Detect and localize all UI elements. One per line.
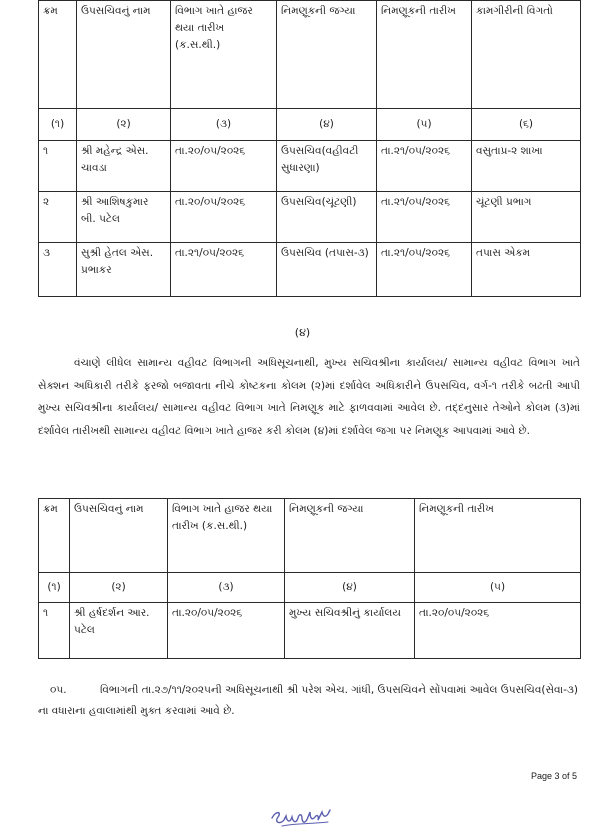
posting: ઉપસચિવ (તપાસ-૩): [277, 243, 377, 297]
header-cell: નિમણૂકની જગ્યા: [285, 499, 415, 573]
appointment-date: તા.૨૧/૦૫/૨૦૨૬: [377, 192, 472, 243]
column-number: (૨): [70, 573, 168, 603]
work-details: તપાસ એકમ: [472, 243, 581, 297]
column-number: (૬): [472, 109, 581, 141]
appointments-table-1: [38, 0, 581, 297]
item-5-paragraph: [38, 680, 580, 722]
appointment-date: તા.૨૧/૦૫/૨૦૨૬: [377, 243, 472, 297]
item-text: વિભાગની તા.૨૭/૧૧/૨૦૨૫ની અધિસૂચનાથી શ્રી પરેશ એચ. ગાંધી, ઉપસચિવને સોંપવામાં આવેલ ઉપસચિવ(સેવા-૩) ના વધારાના હવાલામાંથી મુક્ત કરવામાં આવે છે.: [38, 684, 578, 717]
header-cell: નિમણૂકની તારીખ: [377, 1, 472, 109]
page-number: Page 3 of 5: [530, 771, 577, 781]
table-row: [39, 243, 581, 297]
row-serial: ૩: [39, 243, 77, 297]
header-cell: નિમણૂકની જગ્યા: [277, 1, 377, 109]
body-paragraph: વંચાણે લીધેલ સામાન્ય વહીવટ વિભાગની અધિસૂચનાથી, મુખ્ય સચિવશ્રીના કાર્યાલય/ સામાન્ય વહીવટ વિભાગ ખાતે સેક્શન અધિકારી તરીકે ફરજો બજાવતા નીચે કોષ્ટકના કોલમ (૨)માં દર્શાવેલ અધિકારીને ઉપસચિવ, વર્ગ-૧ તરીકે બઢતી આપી મુખ્ય સચિવશ્રીના કાર્યાલય/ સામાન્ય વહીવટ વિભાગ ખાતે નિમણૂક માટે ફાળવવામાં આવેલ છે. તદ્દનુસાર તેઓને કોલમ (૩)માં દર્શાવેલ તારીખથી સામાન્ય વહીવટ વિભાગ ખાતે હાજર કરી કોલમ (૪)માં દર્શાવેલ જગા પર નિમણૂક આપવામાં આવે છે.: [38, 357, 580, 437]
row-serial: ૨: [39, 192, 77, 243]
column-number: (૧): [39, 573, 70, 603]
row-serial: ૧: [39, 141, 77, 192]
item-number: ૦૫.: [50, 684, 67, 696]
joining-date: તા.૨૧/૦૫/૨૦૨૬: [171, 243, 277, 297]
header-cell: કામગીરીની વિગતો: [472, 1, 581, 109]
row-serial: ૧: [39, 603, 70, 659]
section-number: (૪): [294, 326, 311, 339]
column-number-row: [39, 109, 581, 141]
column-number: (૨): [77, 109, 171, 141]
table-header-row: [39, 1, 581, 109]
appointments-table-2: [38, 498, 581, 659]
work-details: ચૂંટણી પ્રભાગ: [472, 192, 581, 243]
column-number: (૩): [168, 573, 285, 603]
officer-name: શ્રી મહેન્દ્ર એસ. ચાવડા: [77, 141, 171, 192]
joining-date: તા.૨૦/૦૫/૨૦૨૬: [171, 192, 277, 243]
column-number: (૫): [415, 573, 581, 603]
officer-name: શ્રી હર્ષદર્શન આર. પટેલ: [70, 603, 168, 659]
header-cell: ક્રમ: [39, 499, 70, 573]
table-row: [39, 603, 581, 659]
posting: મુખ્ય સચિવશ્રીનું કાર્યાલય: [285, 603, 415, 659]
officer-name: સુશ્રી હેતલ એસ. પ્રભાકર: [77, 243, 171, 297]
joining-date: તા.૨૦/૦૫/૨૦૨૬: [168, 603, 285, 659]
header-cell: ઉપસચિવનું નામ: [77, 1, 171, 109]
table-row: [39, 141, 581, 192]
joining-date: તા.૨૦/૦૫/૨૦૨૬: [171, 141, 277, 192]
posting: ઉપસચિવ(વહીવટી સુધારણા): [277, 141, 377, 192]
column-number: (૧): [39, 109, 77, 141]
column-number: (૪): [285, 573, 415, 603]
header-cell: ઉપસચિવનું નામ: [70, 499, 168, 573]
column-number: (૫): [377, 109, 472, 141]
appointment-date: તા.૨૦/૦૫/૨૦૨૬: [415, 603, 581, 659]
header-cell: વિભાગ ખાતે હાજર થયા તારીખ (ક.સ.થી.): [168, 499, 285, 573]
header-cell: નિમણૂકની તારીખ: [415, 499, 581, 573]
signature: [268, 800, 338, 830]
column-number: (૪): [277, 109, 377, 141]
header-cell: વિભાગ ખાતે હાજર થયા તારીખ (ક.સ.થી.): [171, 1, 277, 109]
column-number-row: [39, 573, 581, 603]
table-row: [39, 192, 581, 243]
officer-name: શ્રી આશિષકુમાર બી. પટેલ: [77, 192, 171, 243]
work-details: વસુતાપ્ર-૨ શાખા: [472, 141, 581, 192]
posting: ઉપસચિવ(ચૂંટણી): [277, 192, 377, 243]
table-header-row: [39, 499, 581, 573]
appointment-date: તા.૨૧/૦૫/૨૦૨૬: [377, 141, 472, 192]
column-number: (૩): [171, 109, 277, 141]
header-cell: ક્રમ: [39, 1, 77, 109]
